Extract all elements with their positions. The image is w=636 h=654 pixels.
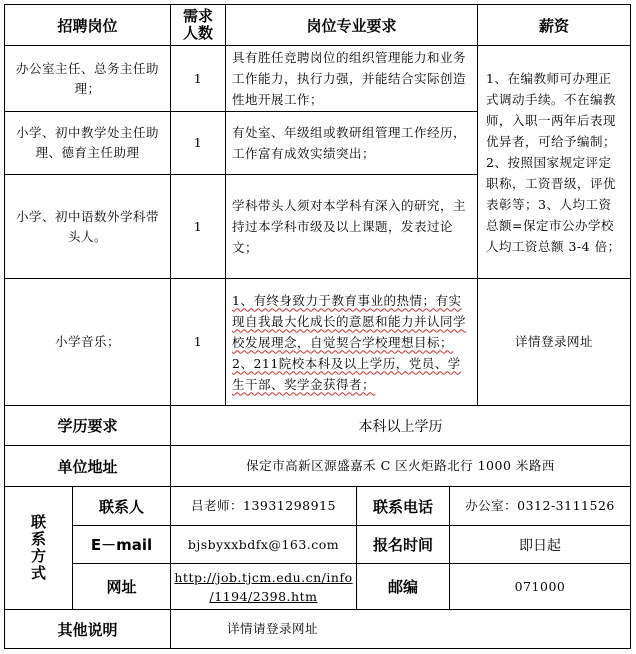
row4-salary <box>478 279 630 406</box>
row2-requirements-text: 有处室、年级组或教研组管理工作经历，工作富有成效实绩突出； <box>232 125 467 161</box>
contact-zip-label <box>357 564 450 610</box>
contact-group-label-text: 联系方式 <box>29 514 47 582</box>
row3-count-text: 1 <box>193 218 203 234</box>
row2-count <box>171 112 226 175</box>
contact-email-label-text: E－mail <box>90 536 153 554</box>
education-label-text: 学历要求 <box>57 417 118 435</box>
salary-text: 1、在编教师可办理正式调动手续。不在编教师，入职一两年后表现优异者，可给予编制；2、按照国家规定评定职称，工资晋级，评优表彰等；3、人均工资总额=保定市公办学校人均工资总额 3-4 倍； <box>486 70 621 254</box>
header-position <box>5 5 171 46</box>
row3-count <box>171 175 226 279</box>
row4-count-text: 1 <box>193 334 203 349</box>
contact-url-link-line1[interactable]: http://job.tjcm.edu.cn/info <box>174 569 353 585</box>
header-salary-label: 薪资 <box>538 16 569 35</box>
address-label <box>5 446 171 487</box>
contact-url-label <box>73 564 171 610</box>
row2-requirements <box>226 112 478 175</box>
row1-count <box>171 46 226 112</box>
row1-requirements <box>226 46 478 112</box>
row1-position <box>5 46 171 112</box>
contact-email-label <box>73 526 171 564</box>
recruitment-table <box>4 4 631 649</box>
header-requirements-label: 岗位专业要求 <box>306 16 397 35</box>
contact-phone-label <box>357 487 450 526</box>
other-label <box>5 610 171 648</box>
contact-url-label-text: 网址 <box>106 578 137 596</box>
header-count-line1: 需求 <box>182 7 213 25</box>
row3-requirements <box>226 175 478 279</box>
address-value <box>171 446 630 487</box>
salary-detail-text: 详情登录网址 <box>514 334 593 349</box>
contact-report-label-text: 报名时间 <box>372 536 433 554</box>
other-value <box>171 610 630 648</box>
contact-phone-value-text: 办公室：0312-3111526 <box>465 498 615 513</box>
row4-position <box>5 279 171 406</box>
row4-count <box>171 279 226 406</box>
contact-email-value[interactable] <box>171 526 357 564</box>
address-label-text: 单位地址 <box>57 457 118 476</box>
row1-position-text: 办公室主任、总务主任助理； <box>15 60 159 96</box>
header-requirements <box>226 5 478 46</box>
row4-requirements <box>226 279 478 406</box>
contact-phone-label-text: 联系电话 <box>372 497 433 516</box>
education-value <box>171 406 630 446</box>
header-count <box>171 5 226 46</box>
row2-position <box>5 112 171 175</box>
contact-url-value[interactable] <box>171 564 357 610</box>
contact-person-label <box>73 487 171 526</box>
row4-requirements-line2: 2、211院校本科及以上学历，党员、学生干部、奖学金获得者； <box>232 355 461 392</box>
header-position-label: 招聘岗位 <box>57 16 118 35</box>
contact-phone-value <box>450 487 630 526</box>
row4-position-text: 小学音乐； <box>54 334 120 349</box>
contact-email-value-text[interactable]: bjsbyxxbdfx@163.com <box>187 536 340 552</box>
contact-person-value-text: 吕老师：13931298915 <box>191 498 336 513</box>
contact-person-label-text: 联系人 <box>98 497 144 516</box>
contact-group-label <box>5 487 73 610</box>
row3-position-text: 小学、初中语数外学科带头人。 <box>15 208 159 244</box>
row4-requirements-line1: 1、有终身致力于教育事业的热情；有实现自我最大化成长的意愿和能力并认同学校发展理念，自觉契合学校理想目标； <box>232 292 467 350</box>
salary-cell <box>478 46 630 279</box>
other-label-text: 其他说明 <box>57 620 118 639</box>
row1-count-text: 1 <box>193 70 203 86</box>
contact-zip-label-text: 邮编 <box>387 578 418 596</box>
row1-requirements-text: 具有胜任竞聘岗位的组织管理能力和业务工作能力，执行力强，并能结合实际创造性地开展工作； <box>232 50 467 107</box>
contact-report-label <box>357 526 450 564</box>
education-value-text: 本科以上学历 <box>358 418 443 435</box>
contact-person-value <box>171 487 357 526</box>
address-value-text: 保定市高新区源盛嘉禾 C 区火炬路北行 1000 米路西 <box>246 458 555 473</box>
row2-position-text: 小学、初中教学处主任助理、德育主任助理 <box>15 125 159 160</box>
contact-url-link-line2[interactable]: /1194/2398.htm <box>209 588 318 604</box>
education-label <box>5 406 171 446</box>
contact-report-value-text: 即日起 <box>519 537 561 554</box>
header-salary <box>478 5 630 46</box>
contact-report-value <box>450 526 630 564</box>
contact-zip-value-text: 071000 <box>514 578 566 594</box>
row3-requirements-text: 学科带头人须对本学科有深入的研究，主持过本学科市级及以上课题，发表过论文； <box>232 198 467 255</box>
header-count-line2: 人数 <box>182 24 213 42</box>
row2-count-text: 1 <box>193 135 203 150</box>
row3-position <box>5 175 171 279</box>
contact-zip-value <box>450 564 630 610</box>
other-value-text: 详情请登录网址 <box>227 621 319 636</box>
